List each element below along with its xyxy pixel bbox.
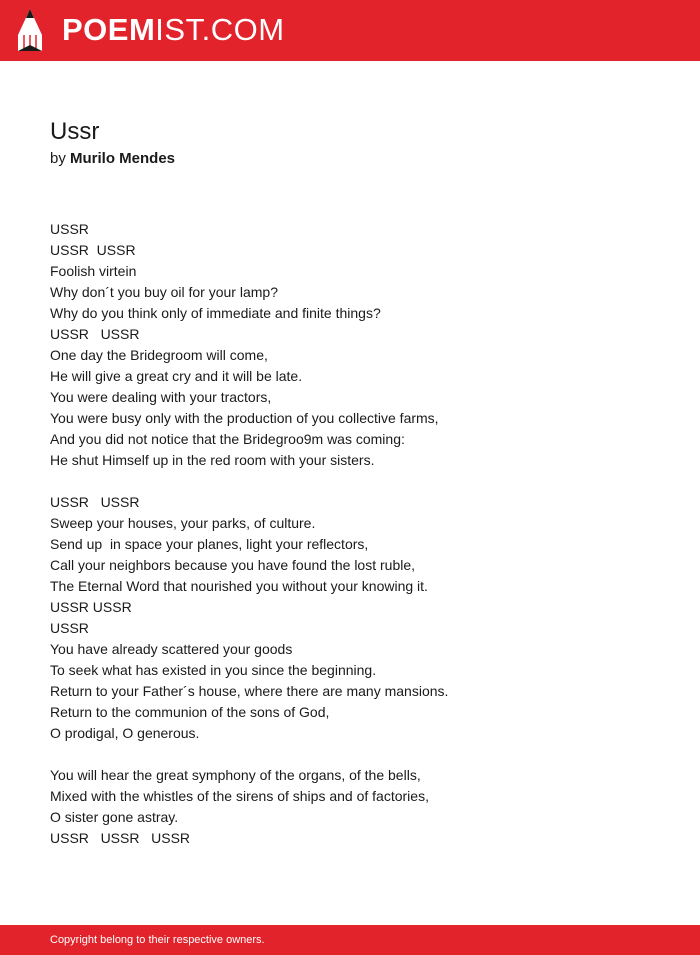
poem-line: Return to your Father´s house, where there are many mansions.: [50, 683, 449, 699]
logo-light-part: IST.COM: [155, 12, 285, 47]
poem-line: Send up in space your planes, light your reflectors,: [50, 536, 369, 552]
poem-line: You were dealing with your tractors,: [50, 389, 272, 405]
stanza-break: [50, 471, 670, 492]
poem-line: Return to the communion of the sons of God,: [50, 704, 330, 720]
site-header: [0, 0, 700, 61]
poem-line: You will hear the great symphony of the organs, of the bells,: [50, 767, 421, 783]
poem-line: Sweep your houses, your parks, of culture.: [50, 515, 316, 531]
poem-line: USSR USSR USSR: [50, 830, 191, 846]
poem-line: You have already scattered your goods: [50, 641, 293, 657]
poem-line: He will give a great cry and it will be late.: [50, 368, 303, 384]
poem-line: Why do you think only of immediate and finite things?: [50, 305, 381, 321]
poem-line: USSR USSR: [50, 326, 140, 342]
poem-body: [50, 219, 670, 849]
logo-bold-part: POEM: [62, 12, 156, 47]
poem-line: USSR: [50, 221, 89, 237]
poem-title: Ussr: [50, 118, 100, 145]
poem-line: O sister gone astray.: [50, 809, 179, 825]
poem-line: USSR USSR: [50, 494, 140, 510]
poem-line: You were busy only with the production of you collective farms,: [50, 410, 439, 426]
poem-line: USSR USSR: [50, 242, 136, 258]
poem-line: Why don´t you buy oil for your lamp?: [50, 284, 278, 300]
poem-line: USSR USSR: [50, 599, 132, 615]
stanza-break: [50, 744, 670, 765]
author-name: Murilo Mendes: [70, 150, 176, 167]
poem-line: O prodigal, O generous.: [50, 725, 200, 741]
poem-line: Call your neighbors because you have found the lost ruble,: [50, 557, 416, 573]
poem-line: To seek what has existed in you since the beginning.: [50, 662, 377, 678]
poem-line: And you did not notice that the Bridegroo9m was coming:: [50, 431, 405, 447]
poem-line: USSR: [50, 620, 89, 636]
poem-line: Mixed with the whistles of the sirens of ships and of factories,: [50, 788, 429, 804]
by-label: by: [50, 150, 66, 167]
poem-line: He shut Himself up in the red room with your sisters.: [50, 452, 375, 468]
poem-line: The Eternal Word that nourished you without your knowing it.: [50, 578, 428, 594]
poem-line: Foolish virtein: [50, 263, 137, 279]
site-footer: [0, 925, 700, 955]
copyright-text: Copyright belong to their respective owners.: [50, 934, 265, 946]
byline: [50, 149, 175, 169]
site-logo-wordmark[interactable]: [62, 11, 285, 49]
poem-line: One day the Bridegroom will come,: [50, 347, 268, 363]
